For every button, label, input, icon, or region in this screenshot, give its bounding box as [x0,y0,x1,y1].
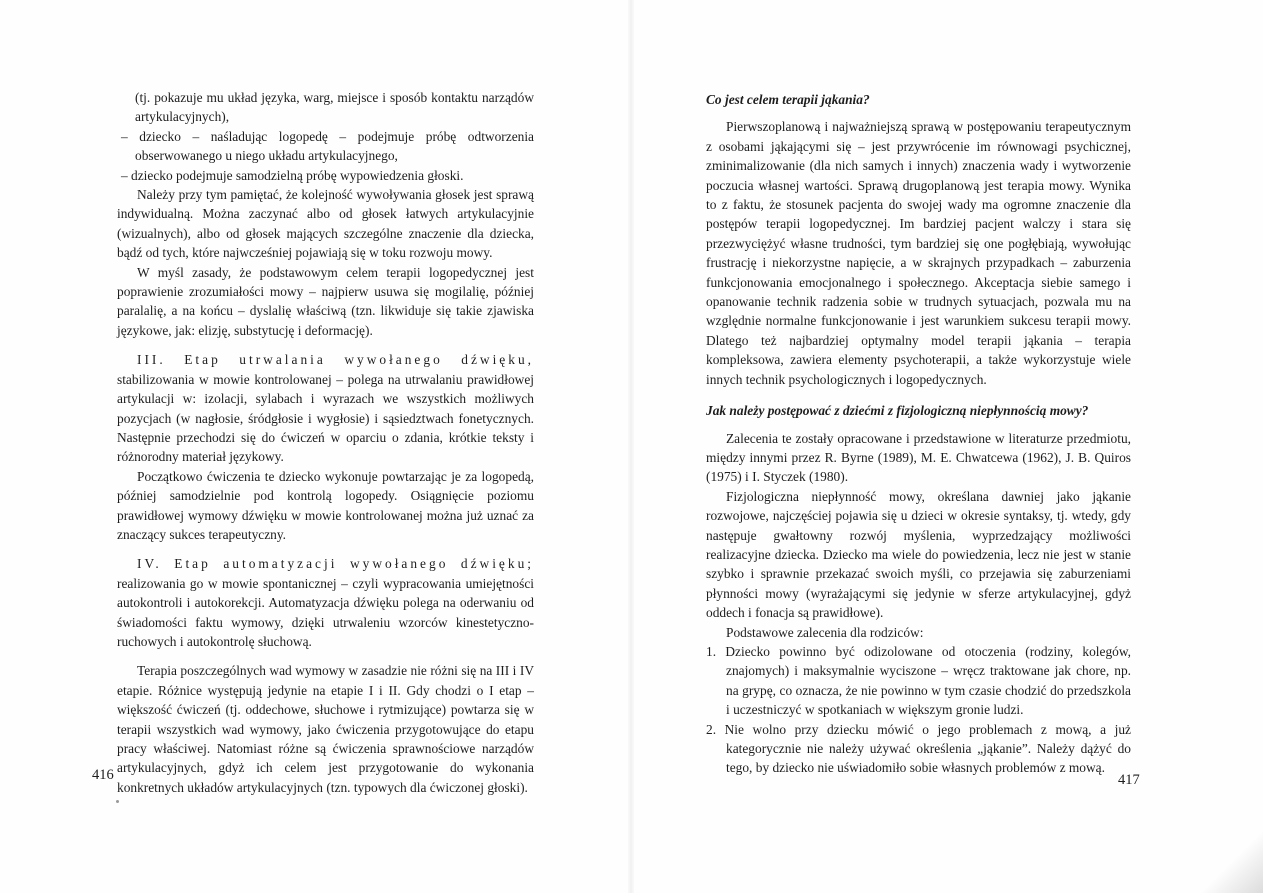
stage-3-label: III. Etap utrwalania wywołanego dźwięku, [137,352,534,368]
right-page-text [706,90,1131,778]
scan-speck [116,800,119,803]
list-item-text: dziecko podejmuje samodzielną próbę wypowiedzenia głoski. [131,167,464,183]
list-item: – dziecko podejmuje samodzielną próbę wypowiedzenia głoski. [121,167,464,183]
continued-line: (tj. pokazuje mu układ języka, warg, miejsce i sposób kontaktu narządów artykulacyjnych), [135,90,534,125]
stage-4-paragraph [117,554,534,651]
paragraph-principle: W myśl zasady, że podstawowym celem terapii logopedycznej jest poprawienie zrozumiałości mowy – najpierw usuwa się mogilalię, później paralalię, a na końcu – dyslalię właściwą (tzn. likwiduje się takie zjawiska językowe, jak: elizję, substytucję i deformację). [117,264,534,338]
item-text: Nie wolno przy dziecku mówić o jego problemach z mową, a już kategorycznie nie należy używać określenia „jąkanie”. Należy dążyć do tego, by dziecko nie uświadomiło sobie własnych problemów z mową. [724,721,1131,776]
corner-shadow [1183,833,1263,893]
left-page-text [117,88,534,797]
paragraph-recommendations: Zalecenia te zostały opracowane i przedstawione w literaturze przedmiotu, między innymi przez R. Byrne (1989), M. E. Chwatcewa (1962), J. B. Quiros (1975) i I. Styczek (1980). [706,430,1131,485]
numbered-item [706,642,1131,720]
paragraph-order: Należy przy tym pamiętać, że kolejność wywoływania głosek jest sprawą indywidualną. Można zaczynać albo od głosek łatwych artykulacyjnie (wizualnych), albo od głosek mających szczególne znaczenie dla dziecka, bądź od tych, które najwcześniej pojawiają się w toku rozwoju mowy. [117,187,534,261]
list-item: – dziecko – naśladując logopedę – podejmuje próbę odtworzenia obserwowanego u niego układu artykulacyjnego, [121,128,534,164]
stage-4-text: realizowania go w mowie spontanicznej – czyli wypracowania umiejętności autokontroli i autokorekcji. Automatyzacja dźwięku polega na oderwaniu od świadomości faktu wymowy, dzięki utrwaleniu wzorców kinestetyczno-ruchowych i autokontrolę słuchową. [117,575,534,649]
stage-3-text: stabilizowania w mowie kontrolowanej – polega na utrwalaniu prawidłowej artykulacji w: izolacji, sylabach i wyrazach we wszystkich możliwych pozycjach (w nagłosie, śródgłosie i wygłosie) i sąsiedztwach fonetycznych. Następnie przechodzi się do ćwiczeń w oparciu o zdania, krótkie teksty i różnorodny materiał językowy. [117,371,534,465]
stage-3-paragraph [117,350,534,466]
right-page [631,0,1263,893]
paragraph-physiological: Fizjologiczna niepłynność mowy, określana dawniej jako jąkanie rozwojowe, najczęściej pojawia się u dzieci w okresie syntaksy, tj. wtedy, gdy następuje gwałtowny rozwój myślenia, wyprzedzający możliwości realizacyjne dziecka. Dziecko ma wiele do powiedzenia, lecz nie jest w stanie szybko i sprawnie przekazać swoich myśli, co przejawia się zaburzeniami płynności mowy (wyrażającymi się jedynie w sferze artykulacyjnej, gdyż oddech i fonacja są prawidłowe). [706,488,1131,621]
item-text: Dziecko powinno być odizolowane od otoczenia (rodziny, kolegów, znajomych) i maksymalnie wyciszone – wręcz traktowane jak chore, np. na grypę, co oznacza, że nie powinno w tym czasie chodzić do przedszkola i uczestniczyć w spotkaniach w większym gronie ludzi. [725,643,1131,718]
paragraph-therapy: Terapia poszczególnych wad wymowy w zasadzie nie różni się na III i IV etapie. Różnice występują jedynie na etapie I i II. Gdy chodzi o I etap – większość ćwiczeń (tj. oddechowe, słuchowe i rytmizujące) powtarza się w terapii wszystkich wad wymowy, jako ćwiczenia przygotowujące do etapu pracy właściwej. Natomiast różne są ćwiczenia sprawnościowe narządów artykulacyjnych, gdyż ich celem jest przygotowanie do wykonania konkretnych układów artykulacyjnych (tzn. typowych dla ćwiczonej głoski). [117,663,534,795]
left-page [0,0,631,893]
list-item-text: dziecko – naśladując logopedę – podejmuje próbę odtworzenia obserwowanego u niego układu artykulacyjnego, [135,128,534,164]
section-heading: Jak należy postępować z dziećmi z fizjologiczną niepłynnością mowy? [706,403,1089,419]
paragraph-initially: Początkowo ćwiczenia te dziecko wykonuje powtarzając je za logopedą, później samodzielnie pod kontrolą logopedy. Osiągnięcie poziomu prawidłowej wymowy dźwięku w mowie kontrolowanej można już uznać za znaczący sukces terapeutyczny. [117,468,534,542]
section-heading: Co jest celem terapii jąkania? [706,92,870,107]
stage-4-label: IV. Etap automatyzacji wywołanego dźwięku; [137,556,534,572]
paragraph-basic: Podstawowe zalecenia dla rodziców: [726,624,924,640]
paragraph-goal: Pierwszoplanową i najważniejszą sprawą w postępowaniu terapeutycznym z osobami jąkającymi się – jest przywrócenie im równowagi psychicznej, zminimalizowanie (dla nich samych i innych) znaczenia wady i wytworzenie poczucia własnej wartości. Sprawą drugoplanową jest terapia mowy. Wynika to z faktu, że stosunek pacjenta do swojej wady ma ogromne znaczenie dla postępów terapii logopedycznej. Im bardziej pacjent walczy i stara się przezwyciężyć własne trudności, tym bardziej się one pogłębiają, wywołując frustrację i niekorzystne napięcie, a w skrajnych przypadkach – zaburzenia funkcjonowania emocjonalnego i społecznego. Akceptacja siebie samego i opanowanie technik radzenia sobie w trudnych sytuacjach, pozwala mu na względnie normalne funkcjonowanie i jest warunkiem sukcesu terapii mowy. Dlatego też najbardziej optymalny model terapii jąkania – terapia kompleksowa, zawiera elementy psychoterapii, a także wykorzystuje wiele innych technik psychologicznych i logopedycznych. [706,119,1131,387]
page-number-left: 416 [92,767,114,783]
item-number: 1. [706,643,717,659]
numbered-item [706,720,1131,778]
item-number: 2. [706,721,717,737]
page-number-right: 417 [1118,772,1140,788]
